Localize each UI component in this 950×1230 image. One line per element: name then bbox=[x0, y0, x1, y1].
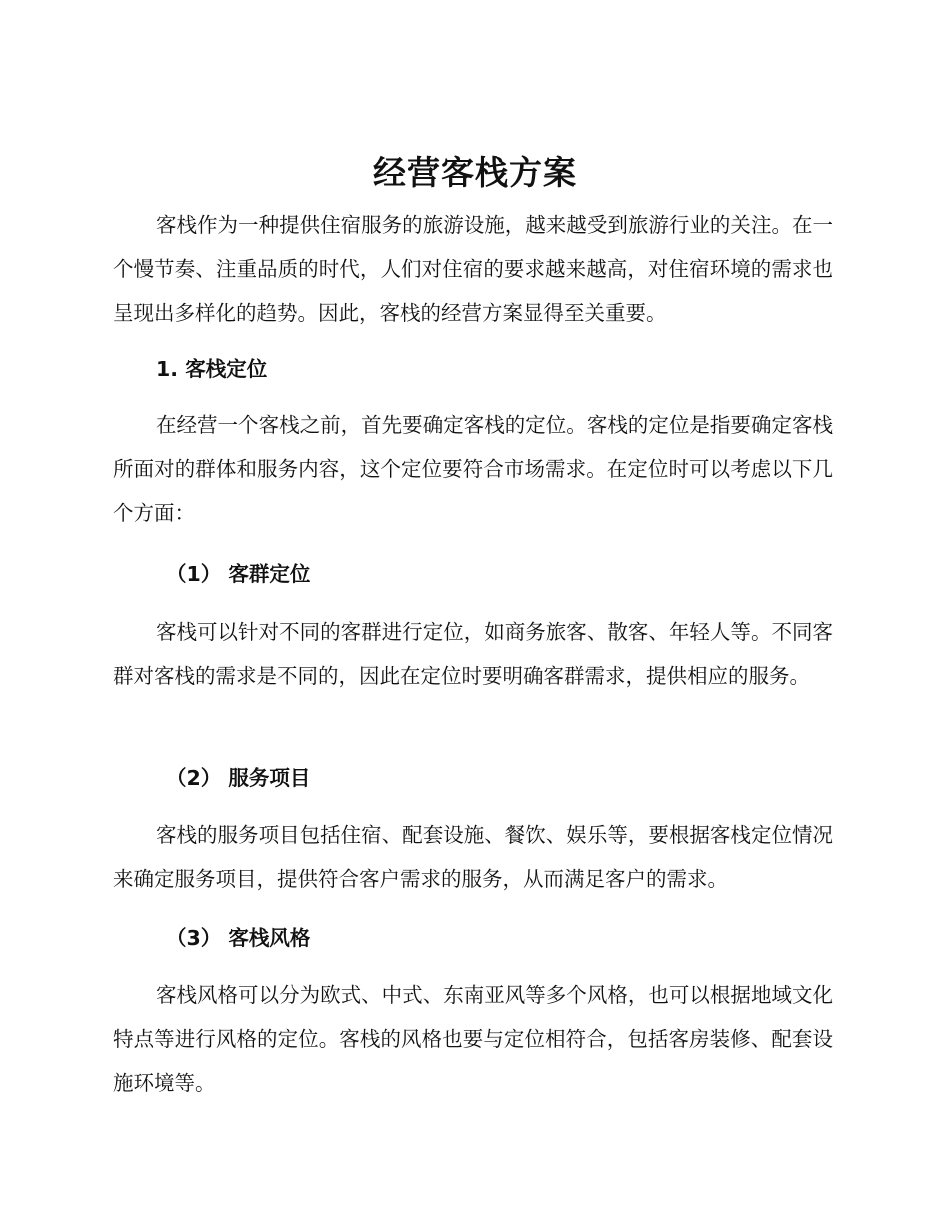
section-positioning-paragraph: 在经营一个客栈之前，首先要确定客栈的定位。客栈的定位是指要确定客栈所面对的群体和服务内容，这个定位要符合市场需求。在定位时可以考虑以下几个方面： bbox=[113, 413, 833, 525]
subsection-heading-services: （2） 服务项目 bbox=[166, 766, 311, 790]
intro-paragraph: 客栈作为一种提供住宿服务的旅游设施，越来越受到旅游行业的关注。在一个慢节奏、注重品质的时代，人们对住宿的要求越来越高，对住宿环境的需求也呈现出多样化的趋势。因此，客栈的经营方案显得至关重要。 bbox=[113, 213, 833, 325]
subsection-services-paragraph: 客栈的服务项目包括住宿、配套设施、餐饮、娱乐等，要根据客栈定位情况来确定服务项目，提供符合客户需求的服务，从而满足客户的需求。 bbox=[113, 823, 833, 891]
subsection-style-paragraph: 客栈风格可以分为欧式、中式、东南亚风等多个风格，也可以根据地域文化特点等进行风格的定位。客栈的风格也要与定位相符合，包括客房装修、配套设施环境等。 bbox=[113, 983, 833, 1095]
document-title: 经营客栈方案 bbox=[373, 153, 577, 192]
subsection-heading-customer-group: （1） 客群定位 bbox=[166, 562, 311, 586]
subsection-heading-style: （3） 客栈风格 bbox=[166, 926, 311, 950]
subsection-customer-group-paragraph: 客栈可以针对不同的客群进行定位，如商务旅客、散客、年轻人等。不同客群对客栈的需求是不同的，因此在定位时要明确客群需求，提供相应的服务。 bbox=[113, 620, 833, 688]
section-heading-positioning: 1. 客栈定位 bbox=[156, 357, 268, 381]
